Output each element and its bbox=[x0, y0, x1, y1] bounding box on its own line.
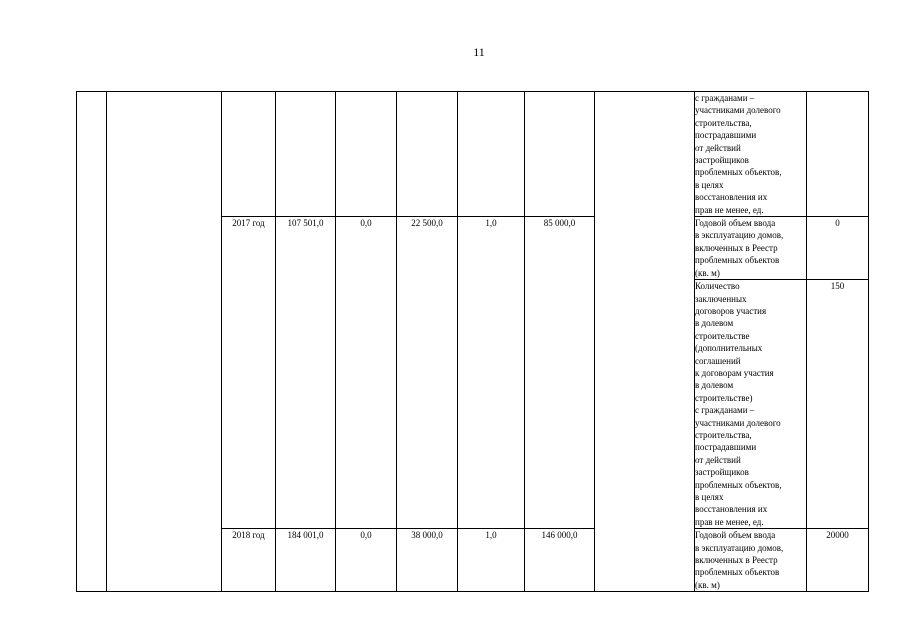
indicator-value-cell: 150 bbox=[807, 280, 869, 529]
year-cell bbox=[222, 92, 276, 217]
total-cell bbox=[276, 92, 336, 217]
empty-cell-executor bbox=[595, 92, 695, 592]
funding-cell-2: 38 000,0 bbox=[397, 529, 458, 592]
indicator-cell: Количество заключенных договоров участия в долевом строительстве (дополнительных соглашений к договорам участия в долевом строительстве) с гражданами – участниками долевого строительства, пострадавшими от действий застройщиков проблемных объектов, в целях восстановления их прав не менее, ед. bbox=[695, 280, 807, 529]
funding-cell-3: 1,0 bbox=[458, 529, 525, 592]
funding-cell-4: 85 000,0 bbox=[525, 217, 595, 529]
page-number: 11 bbox=[473, 45, 485, 59]
indicator-value-cell: 0 bbox=[807, 217, 869, 280]
funding-cell-4 bbox=[525, 92, 595, 217]
program-table bbox=[76, 91, 869, 592]
empty-cell-name bbox=[107, 92, 222, 592]
funding-cell-2: 22 500,0 bbox=[397, 217, 458, 529]
indicator-value-cell: 20000 bbox=[807, 529, 869, 592]
empty-cell-number bbox=[77, 92, 107, 592]
total-cell: 107 501,0 bbox=[276, 217, 336, 529]
indicator-value-cell bbox=[807, 92, 869, 217]
funding-cell-3 bbox=[458, 92, 525, 217]
indicator-cell: с гражданами – участниками долевого строительства, пострадавшими от действий застройщиков проблемных объектов, в целях восстановления их прав не менее, ед. bbox=[695, 92, 807, 217]
funding-cell-1: 0,0 bbox=[336, 529, 397, 592]
funding-cell-3: 1,0 bbox=[458, 217, 525, 529]
indicator-cell: Годовой объем ввода в эксплуатацию домов, включенных в Реестр проблемных объектов (кв. м) bbox=[695, 529, 807, 592]
funding-cell-1 bbox=[336, 92, 397, 217]
year-cell: 2018 год bbox=[222, 529, 276, 592]
funding-cell-2 bbox=[397, 92, 458, 217]
funding-cell-4: 146 000,0 bbox=[525, 529, 595, 592]
indicator-cell: Годовой объем ввода в эксплуатацию домов, включенных в Реестр проблемных объектов (кв. м) bbox=[695, 217, 807, 280]
total-cell: 184 001,0 bbox=[276, 529, 336, 592]
year-cell: 2017 год bbox=[222, 217, 276, 529]
funding-cell-1: 0,0 bbox=[336, 217, 397, 529]
table-row bbox=[77, 92, 869, 217]
